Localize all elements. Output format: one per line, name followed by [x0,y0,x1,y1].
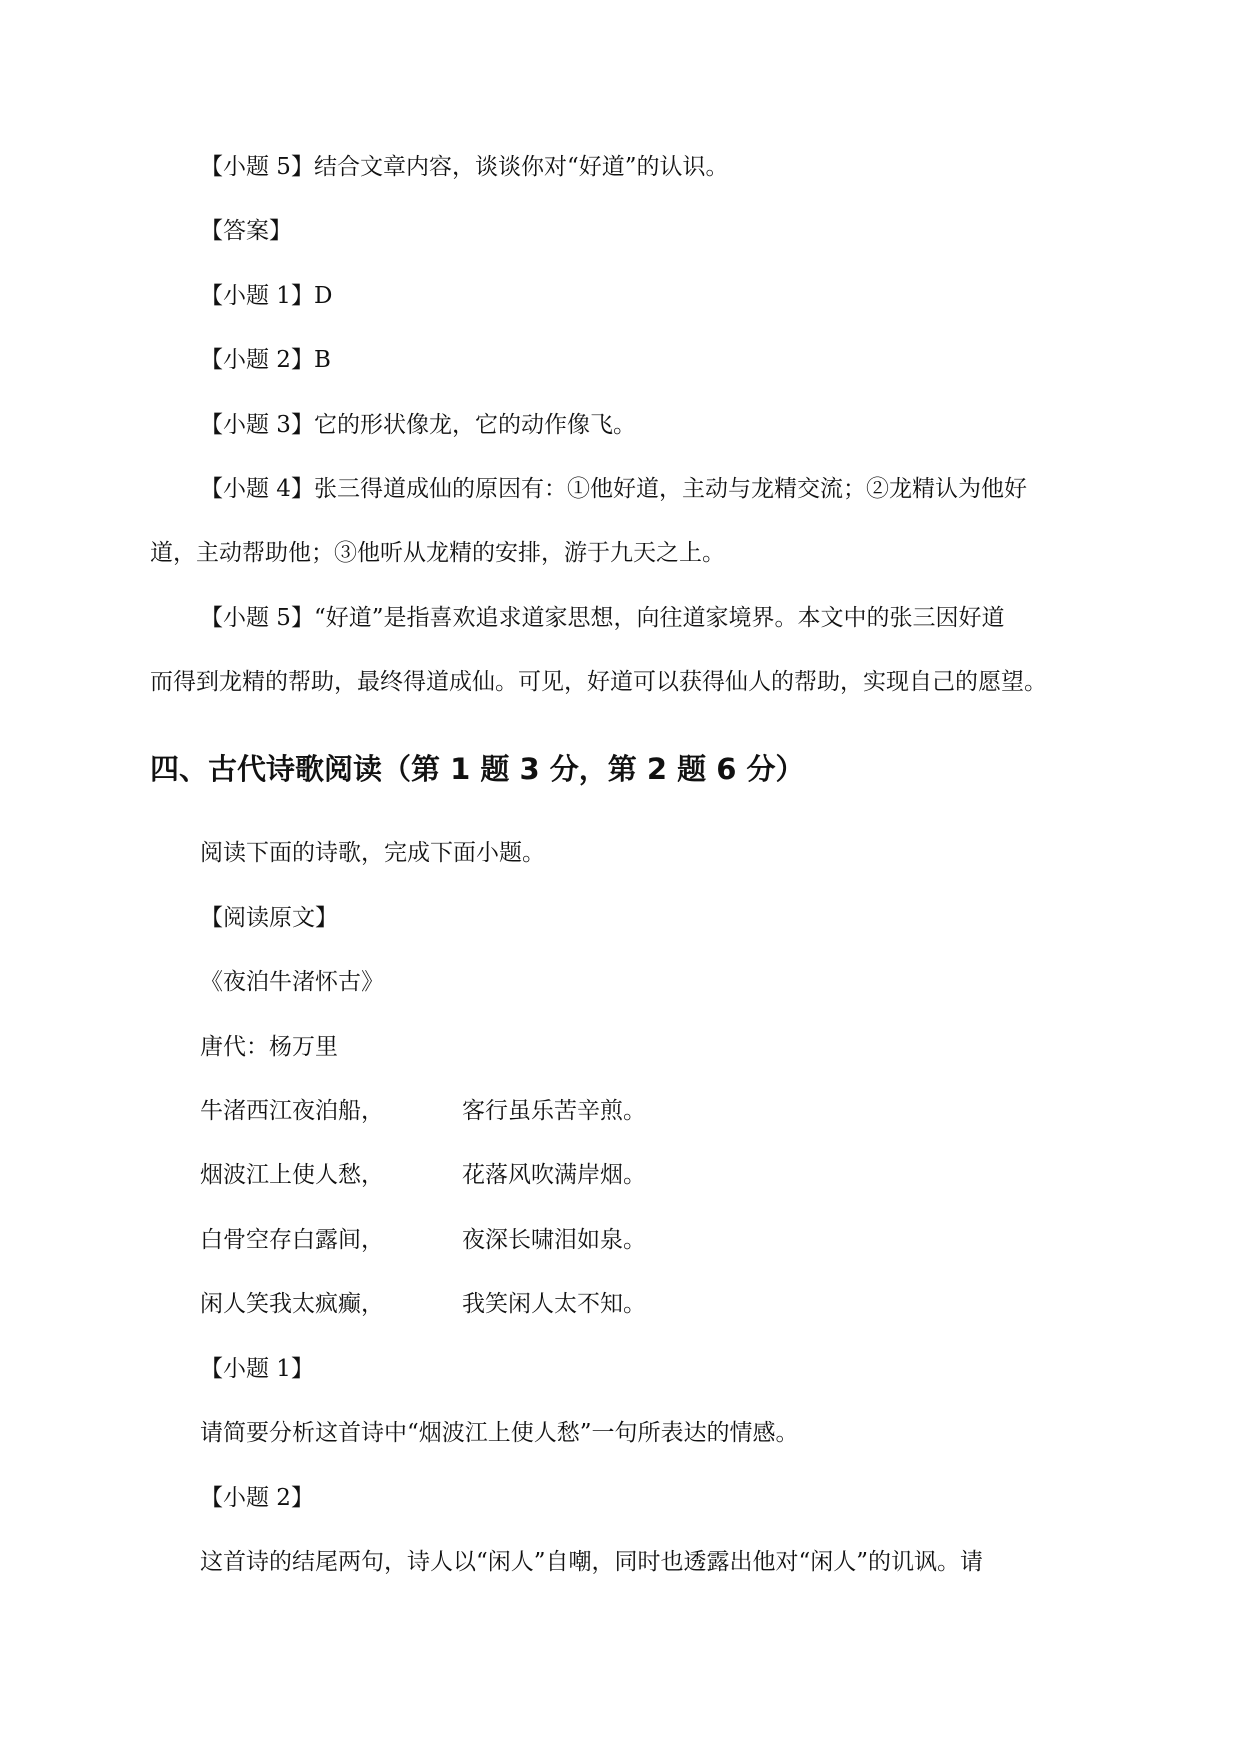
question-1-text: 请简要分析这首诗中“烟波江上使人愁”一句所表达的情感。 [200,1420,799,1446]
question-2-text: 这首诗的结尾两句，诗人以“闲人”自嘲，同时也透露出他对“闲人”的讥讽。请 [200,1549,984,1575]
poem-line [200,1160,646,1190]
answer-1: 【小题 1】D [200,283,333,309]
poem-line [200,1096,646,1126]
answer-4-line-2: 道，主动帮助他；③他听从龙精的安排，游于九天之上。 [150,540,725,566]
poem-line-second-half: 我笑闲人太不知。 [462,1291,646,1317]
answer-2: 【小题 2】B [200,347,331,373]
reading-instruction: 阅读下面的诗歌，完成下面小题。 [200,840,545,866]
answer-label: 【答案】 [200,218,292,244]
poem-line-second-half: 客行虽乐苦辛煎。 [462,1098,646,1124]
section-heading: 四、古代诗歌阅读（第 1 题 3 分，第 2 题 6 分） [150,752,805,786]
answer-5-line-1: 【小题 5】“好道”是指喜欢追求道家思想，向往道家境界。本文中的张三因好道 [200,605,1005,631]
poem-line-second-half: 花落风吹满岸烟。 [462,1162,646,1188]
poem-line-first-half: 白骨空存白露间， [200,1227,384,1253]
original-text-label: 【阅读原文】 [200,905,338,931]
poem-title: 《夜泊牛渚怀古》 [200,969,384,995]
answer-5-line-2: 而得到龙精的帮助，最终得道成仙。可见，好道可以获得仙人的帮助，实现自己的愿望。 [150,669,1047,695]
question-2-label: 【小题 2】 [200,1485,314,1511]
q5-prompt: 【小题 5】结合文章内容，谈谈你对“好道”的认识。 [200,154,729,180]
poem-line-first-half: 闲人笑我太疯癫， [200,1291,384,1317]
poem-line-second-half: 夜深长啸泪如泉。 [462,1227,646,1253]
poem-line [200,1225,646,1255]
answer-4-line-1: 【小题 4】张三得道成仙的原因有：①他好道，主动与龙精交流；②龙精认为他好 [200,476,1027,502]
poem-line [200,1289,646,1319]
poem-line-first-half: 牛渚西江夜泊船， [200,1098,384,1124]
answer-3: 【小题 3】它的形状像龙，它的动作像飞。 [200,412,636,438]
poem-author: 唐代：杨万里 [200,1034,338,1060]
poem-line-first-half: 烟波江上使人愁， [200,1162,384,1188]
question-1-label: 【小题 1】 [200,1356,314,1382]
